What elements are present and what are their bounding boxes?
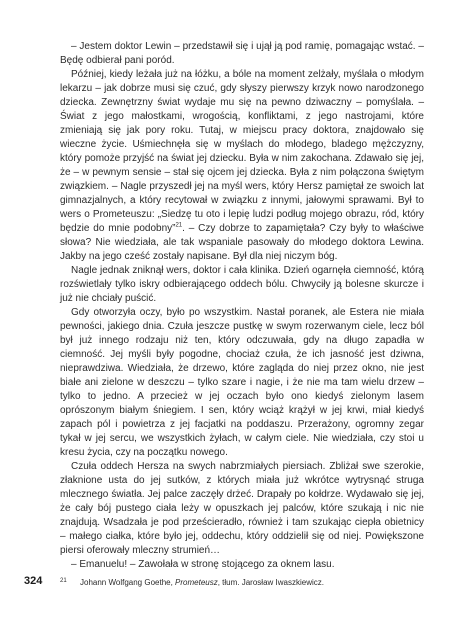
body-text [60,40,424,572]
paragraph: Czuła oddech Hersza na swych nabrzmiałych piersiach. Zbliżał swe szerokie, złaknione usta do jej sutków, z których miała już wkrótce wytrysnąć struga mlecznego światła. Jej palce zaczęły drżeć. Drapały po kołdrze. Wydawało się jej, że cały bój pustego ciała leży w opuszkach jej palców, które szukają i nic nie znajdują. Wsadzała je pod prześcieradło, również i tam szukając ciepła obietnicy – małego ciałka, które było jej, oddechu, który oddzielił się od niej. Powiększone piersi oferowały mleczny strumień… [60,461,424,556]
footnote-number: 21 [60,578,67,584]
paragraph [60,68,424,264]
footnote-marker: 21 [175,222,183,229]
footnote [60,578,424,587]
paragraph-text: . – Czy dobrze to zapamiętała? Czy były to właściwe słowa? Nie wiedziała, ale tak wspaniale pasowały do młodego doktora Lewina. Jakby na jego cześć zostały napisane. Był dla niej niczym bóg. [60,223,424,262]
page-number: 324 [24,575,43,587]
paragraph-text: Później, kiedy leżała już na łóżku, a bóle na moment zelżały, myślała o młodym lekarzu – jak dobrze musi się czuć, gdy słyszy pierwszy krzyk nowo narodzonego dziecka. Zewnętrzny świat wydaje mu się na pewno dziwaczny – pomyślała. – Świat z jego małostkami, wrogością, konfliktami, z jego nastrojami, które zmieniają się jak pory roku. Tutaj, w miejscu pracy doktora, znajdowało się wieczne życie. Uśmiechnęła się w myślach do młodego, bladego mężczyzny, który pomoże przyjść na świat jej dziecku. Była w nim zakochana. Zdawało się jej, że – w pewnym sensie – stał się ojcem jej dziecka. Była z nim połączona świętym związkiem. – Nagle przyszedł jej na myśl wers, który Hersz pamiętał ze swoich lat gimnazjalnych, a który recytował w związku z innymi, jałowymi sprawami. Był to wers o Prometeuszu: „Siedzę tu oto i lepię ludzi podług mojego obrazu, ród, który będzie do mnie podobny” [60,69,424,234]
paragraph: Gdy otworzyła oczy, było po wszystkim. Nastał poranek, ale Estera nie miała pewności, jakiego dnia. Czuła jeszcze pustkę w swym rozerwanym ciele, lecz ból był już innego rodzaju niż ten, który odczuwała, gdy na długo zapadła w ciemność. Jej myśli były pogodne, chociaż czuła, że ich jasność jest dziwna, nieprawdziwa. Wiedziała, że drzewo, które zagląda do niej przez okno, nie jest białe ani zielone w deszczu – tylko szare i nagie, i że nie ma tam wielu drzew – tylko to jedno. A przecież w jej oczach było ono kiedyś zielonym lasem oprószonym białym śniegiem. I sen, który wciąż krążył w jej krwi, miał kiedyś zapach pól i powietrza z jej facjatki na poddaszu. Przerażony, ogromny zegar tykał w jej sercu, we wszystkich żyłach, w całym ciele. Nie wiedziała, czy stoi u kresu życia, czy na początku nowego. [60,307,424,458]
footnote-title: Prometeusz [175,578,218,587]
footnote-rest: , tłum. Jarosław Iwaszkiewicz. [217,578,324,587]
paragraph: Nagle jednak zniknął wers, doktor i cała klinika. Dzień ogarnęła ciemność, którą rozświetlały tylko iskry odbierającego oddech bólu. Chwyciły ją bolesne skurcze i już nie chciały puścić. [60,265,424,304]
paragraph: – Emanuelu! – Zawołała w stronę stojącego za oknem lasu. [71,559,335,570]
footnote-author: Johann Wolfgang Goethe, [80,578,176,587]
paragraph: – Jestem doktor Lewin – przedstawił się i ujął ją pod ramię, pomagając wstać. – Będę odbierał pani poród. [60,41,424,66]
